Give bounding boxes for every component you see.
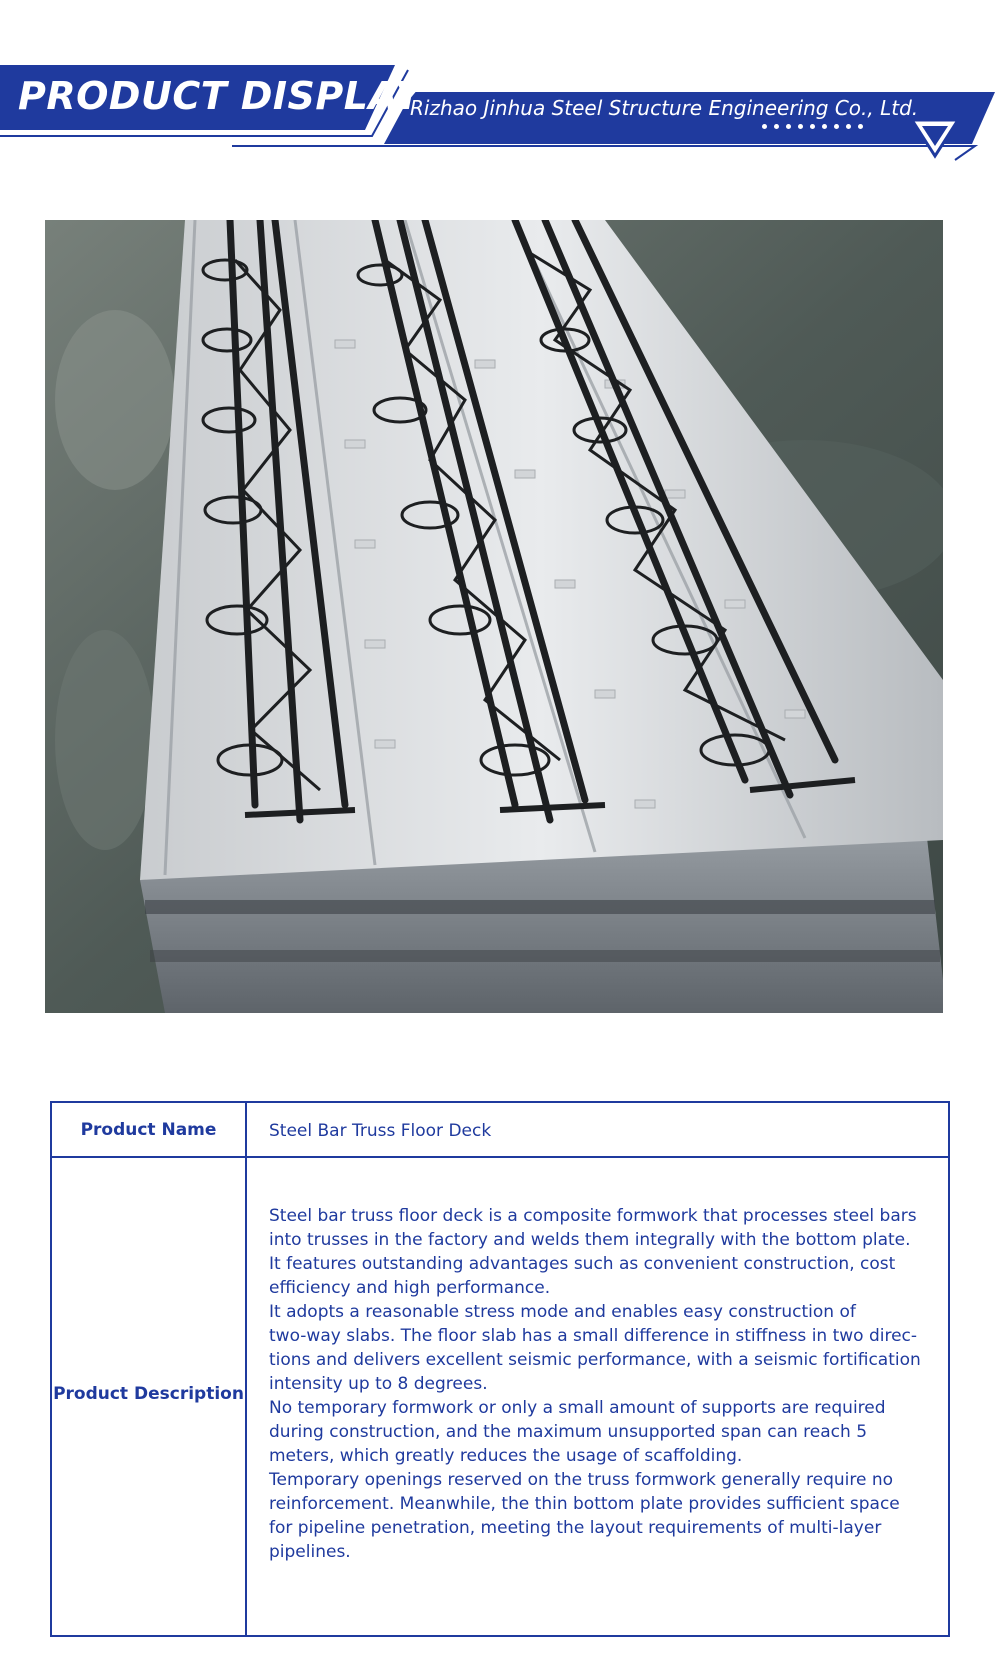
product-name-label: Product Name [80, 1120, 217, 1140]
description-line: pipelines. [269, 1542, 351, 1562]
table-row [52, 1103, 948, 1158]
product-photo [45, 220, 943, 1013]
description-line: for pipeline penetration, meeting the layout requirements of multi-layer [269, 1518, 882, 1538]
decorative-dots [762, 124, 863, 129]
description-line: into trusses in the factory and welds them integrally with the bottom plate. [269, 1230, 911, 1250]
description-line: tions and delivers excellent seismic performance, with a seismic fortification [269, 1350, 921, 1370]
page-title: PRODUCT DISPLAY [18, 74, 423, 118]
steel-bar-truss-floor-deck-photo [45, 220, 943, 1013]
description-line: reinforcement. Meanwhile, the thin bottom plate provides sufficient space [269, 1494, 900, 1514]
header-banner [0, 60, 1000, 170]
product-description-value [269, 1204, 932, 1564]
description-line: efficiency and high performance. [269, 1278, 551, 1298]
description-line: intensity up to 8 degrees. [269, 1374, 488, 1394]
description-line: No temporary formwork or only a small amount of supports are required [269, 1398, 886, 1418]
table-row [52, 1158, 948, 1635]
spec-table [50, 1101, 950, 1637]
product-name-value: Steel Bar Truss Floor Deck [269, 1121, 492, 1141]
description-line: two-way slabs. The floor slab has a small difference in stiffness in two direc- [269, 1326, 918, 1346]
description-line: Temporary openings reserved on the truss formwork generally require no [269, 1470, 894, 1490]
company-name: Rizhao Jinhua Steel Structure Engineering Co., Ltd. [410, 96, 919, 120]
description-line: It adopts a reasonable stress mode and enables easy construction of [269, 1302, 856, 1322]
description-line: during construction, and the maximum unsupported span can reach 5 [269, 1422, 868, 1442]
description-line: Steel bar truss floor deck is a composite formwork that processes steel bars [269, 1206, 917, 1226]
product-description-label: Product Description [53, 1384, 244, 1404]
description-line: It features outstanding advantages such as convenient construction, cost [269, 1254, 896, 1274]
description-line: meters, which greatly reduces the usage of scaffolding. [269, 1446, 743, 1466]
